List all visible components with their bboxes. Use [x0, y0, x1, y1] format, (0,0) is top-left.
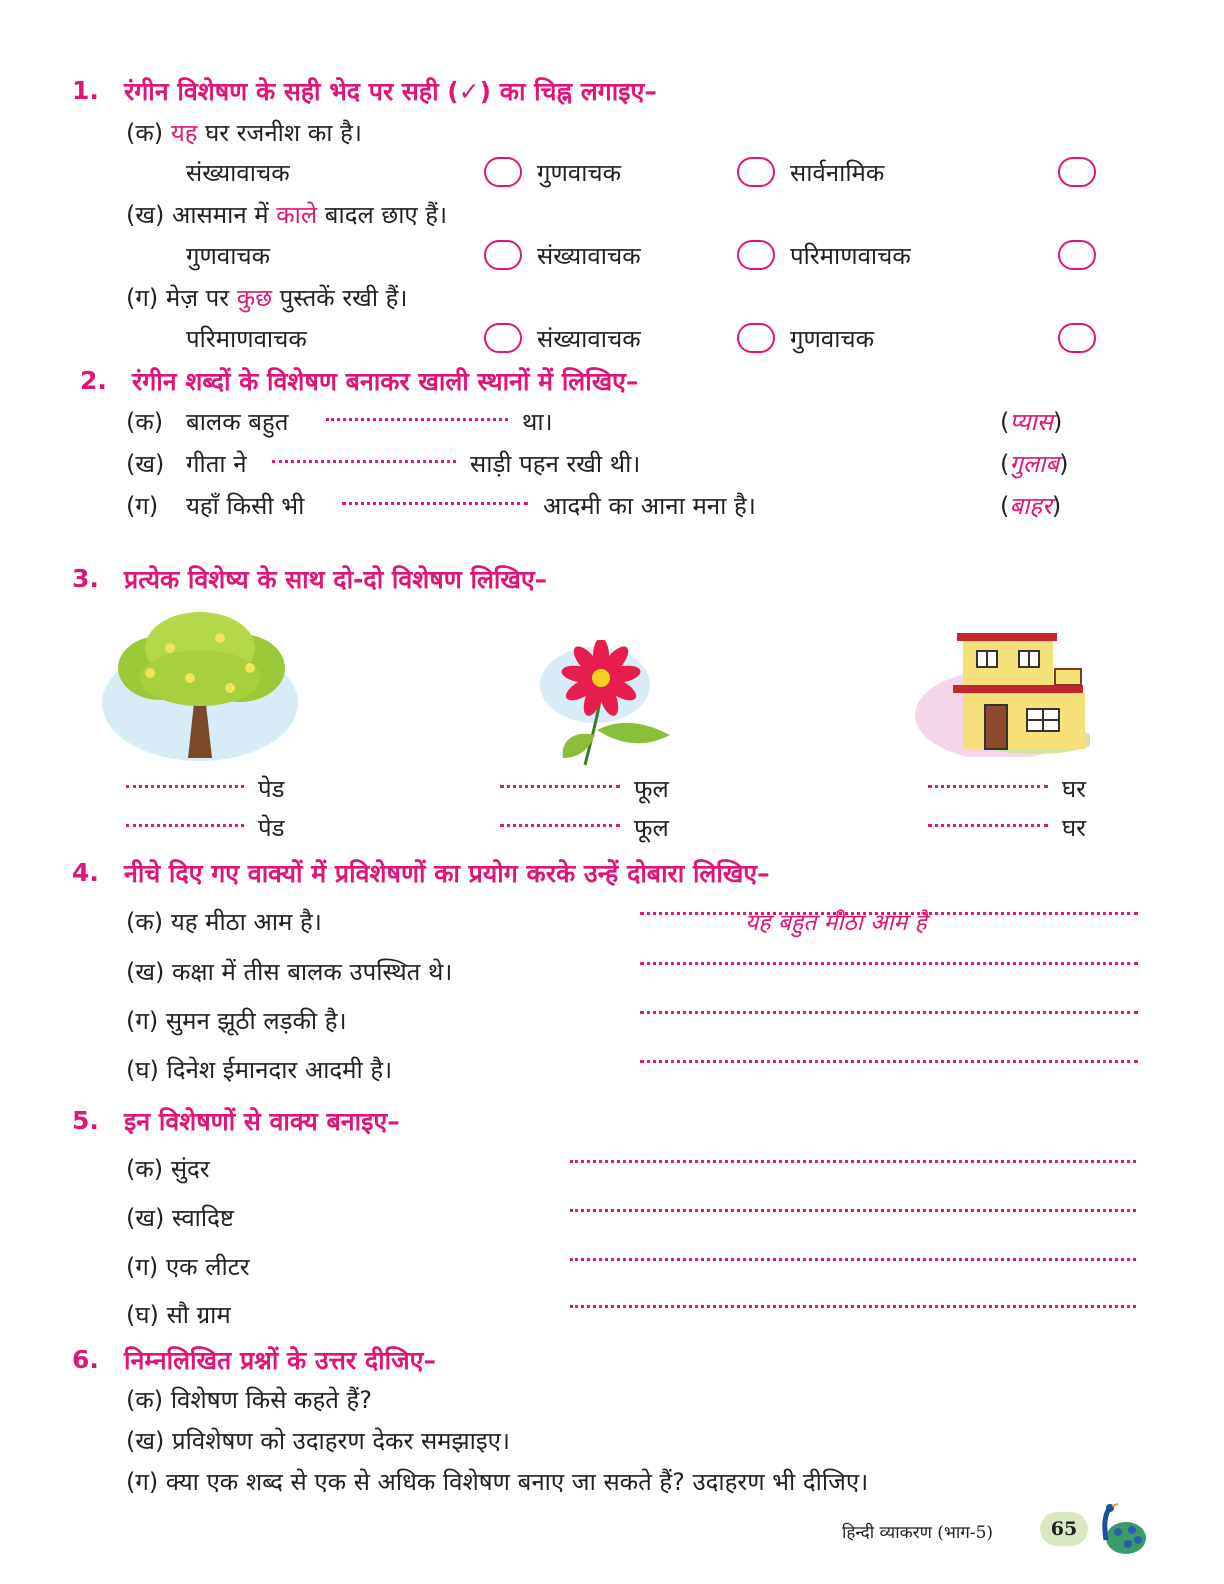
q2-number: 2.: [80, 366, 107, 395]
item-post: पुस्तकें रखी हैं।: [272, 284, 408, 312]
flower-illustration: [535, 640, 680, 770]
item-label: (ग): [126, 1468, 159, 1496]
item-text: यह मीठा आम है।: [170, 908, 322, 936]
q5-item-gh: [126, 1298, 231, 1331]
colored-word: कुछ: [236, 284, 273, 312]
answer-line[interactable]: [570, 1305, 1136, 1308]
q5-title: इन विशेषणों से वाक्य बनाइए–: [124, 1107, 400, 1136]
q1-title: रंगीन विशेषण के सही भेद पर सही (✓) का चिह्न लगाइए–: [124, 77, 657, 106]
q1-g-option-1: परिमाणवाचक: [186, 325, 307, 353]
page-number: 65: [1040, 1512, 1088, 1546]
noun-label-tree: पेड: [258, 814, 285, 842]
q4-item-gh: [126, 1053, 392, 1086]
blank-field[interactable]: [500, 785, 620, 788]
answer-line[interactable]: [570, 1258, 1136, 1261]
answer-line[interactable]: [640, 1011, 1138, 1014]
item-pre: मेज़ पर: [165, 284, 237, 312]
q1-kh-option-3: परिमाणवाचक: [790, 242, 911, 270]
blank-field[interactable]: [126, 824, 244, 827]
q2-item-label-g: (ग): [126, 492, 159, 520]
noun-label-flower: फूल: [634, 775, 669, 803]
q1-item-k: [126, 116, 362, 149]
item-label: (क): [126, 1155, 164, 1183]
item-text: स्वादिष्ट: [172, 1204, 234, 1232]
q2-item-pre-k: बालक बहुत: [186, 408, 289, 436]
q1-k-option-1: संख्यावाचक: [186, 159, 290, 187]
item-label: (ग): [126, 284, 159, 312]
item-text: दिनेश ईमानदार आदमी है।: [166, 1056, 393, 1084]
noun-label-house: घर: [1062, 775, 1086, 803]
q6-item-kh: [126, 1424, 510, 1457]
blank-field[interactable]: [500, 824, 620, 827]
q1-kh-checkbox-2[interactable]: [737, 240, 775, 270]
blank-field[interactable]: [928, 785, 1048, 788]
colored-word: यह: [170, 119, 198, 147]
q2-hint-k: (प्यास): [1000, 408, 1063, 436]
item-pre: आसमान में: [172, 201, 277, 229]
q5-item-k: [126, 1152, 210, 1185]
item-text: कक्षा में तीस बालक उपस्थित थे।: [172, 958, 453, 986]
answer-line[interactable]: [640, 962, 1138, 965]
blank-field[interactable]: [326, 418, 508, 421]
item-text: सौ ग्राम: [166, 1301, 231, 1329]
q4-item-kh: [126, 955, 452, 988]
q3-title: प्रत्येक विशेष्य के साथ दो-दो विशेषण लिखिए–: [124, 565, 548, 594]
q2-item-post-kh: साड़ी पहन रखी थी।: [470, 450, 641, 478]
hint-word: बाहर: [1009, 492, 1052, 520]
q5-number: 5.: [72, 1106, 99, 1135]
noun-label-flower: फूल: [634, 814, 669, 842]
blank-field[interactable]: [928, 824, 1048, 827]
q2-title: रंगीन शब्दों के विशेषण बनाकर खाली स्थानों में लिखिए–: [132, 367, 639, 396]
q1-g-option-3: गुणवाचक: [790, 325, 875, 353]
item-text: क्या एक शब्द से एक से अधिक विशेषण बनाए जा सकते हैं? उदाहरण भी दीजिए।: [165, 1468, 869, 1496]
item-label: (ख): [126, 958, 165, 986]
item-label: (ख): [126, 201, 165, 229]
q2-item-pre-g: यहाँ किसी भी: [186, 492, 305, 520]
q2-item-label-kh: (ख): [126, 450, 165, 478]
answer-line[interactable]: [570, 1160, 1136, 1163]
item-text: विशेषण किसे कहते हैं?: [170, 1386, 373, 1414]
q5-item-kh: [126, 1201, 234, 1234]
item-text: सुंदर: [170, 1155, 210, 1183]
answer-line[interactable]: [570, 1209, 1136, 1212]
tree-illustration: [100, 608, 310, 763]
hint-word: प्यास: [1009, 408, 1053, 436]
q2-item-pre-kh: गीता ने: [186, 450, 247, 478]
q1-k-option-3: सार्वनामिक: [790, 159, 885, 187]
q6-item-g: [126, 1465, 868, 1498]
item-label: (क): [126, 908, 164, 936]
item-label: (ख): [126, 1427, 165, 1455]
q1-kh-option-2: संख्यावाचक: [537, 242, 641, 270]
peacock-icon: [1088, 1500, 1148, 1558]
house-illustration: [915, 625, 1090, 757]
item-text: सुमन झूठी लड़की है।: [165, 1007, 347, 1035]
q2-item-post-g: आदमी का आना मना है।: [543, 492, 756, 520]
q1-kh-option-1: गुणवाचक: [186, 242, 271, 270]
item-text: प्रविशेषण को उदाहरण देकर समझाइए।: [172, 1427, 511, 1455]
item-post: बादल छाए हैं।: [317, 201, 448, 229]
q6-number: 6.: [72, 1345, 99, 1374]
q6-item-k: [126, 1383, 372, 1416]
item-label: (घ): [126, 1056, 159, 1084]
q6-title: निम्नलिखित प्रश्नों के उत्तर दीजिए–: [124, 1346, 436, 1375]
q1-k-checkbox-3[interactable]: [1058, 157, 1096, 187]
q1-g-checkbox-1[interactable]: [484, 323, 522, 353]
q1-item-g: [126, 281, 408, 314]
q2-hint-kh: (गुलाब): [1000, 450, 1069, 478]
item-label: (घ): [126, 1301, 159, 1329]
q1-g-checkbox-2[interactable]: [737, 323, 775, 353]
blank-field[interactable]: [342, 502, 528, 505]
q1-k-checkbox-1[interactable]: [484, 157, 522, 187]
q1-k-checkbox-2[interactable]: [737, 157, 775, 187]
item-label: (ग): [126, 1253, 159, 1281]
item-post: घर रजनीश का है।: [197, 119, 362, 147]
q1-item-kh: [126, 198, 447, 231]
item-label: (क): [126, 1386, 164, 1414]
hint-word: गुलाब: [1009, 450, 1060, 478]
q2-item-label-k: (क): [126, 408, 164, 436]
handwritten-answer: यह बहुत मीठा आम है: [745, 910, 927, 936]
noun-label-house: घर: [1062, 814, 1086, 842]
q5-item-g: [126, 1250, 250, 1283]
q4-title: नीचे दिए गए वाक्यों में प्रविशेषणों का प्रयोग करके उन्हें दोबारा लिखिए–: [124, 859, 770, 888]
q2-hint-g: (बाहर): [1000, 492, 1062, 520]
q1-g-option-2: संख्यावाचक: [537, 325, 641, 353]
blank-field[interactable]: [272, 460, 456, 463]
q1-kh-checkbox-3[interactable]: [1058, 240, 1096, 270]
q4-item-g: [126, 1004, 347, 1037]
q1-kh-checkbox-1[interactable]: [484, 240, 522, 270]
q1-number: 1.: [72, 76, 99, 105]
item-text: एक लीटर: [165, 1253, 250, 1281]
q4-number: 4.: [72, 858, 99, 887]
blank-field[interactable]: [126, 785, 244, 788]
q3-number: 3.: [72, 564, 99, 593]
q4-item-k: [126, 905, 322, 938]
book-title: हिन्दी व्याकरण (भाग-5): [842, 1523, 994, 1543]
q1-g-checkbox-3[interactable]: [1058, 323, 1096, 353]
noun-label-tree: पेड: [258, 775, 285, 803]
item-label: (ख): [126, 1204, 165, 1232]
item-label: (क): [126, 119, 164, 147]
q2-item-post-k: था।: [522, 408, 553, 436]
q1-k-option-2: गुणवाचक: [537, 159, 622, 187]
answer-line[interactable]: [640, 1060, 1138, 1063]
colored-word: काले: [276, 201, 318, 229]
item-label: (ग): [126, 1007, 159, 1035]
